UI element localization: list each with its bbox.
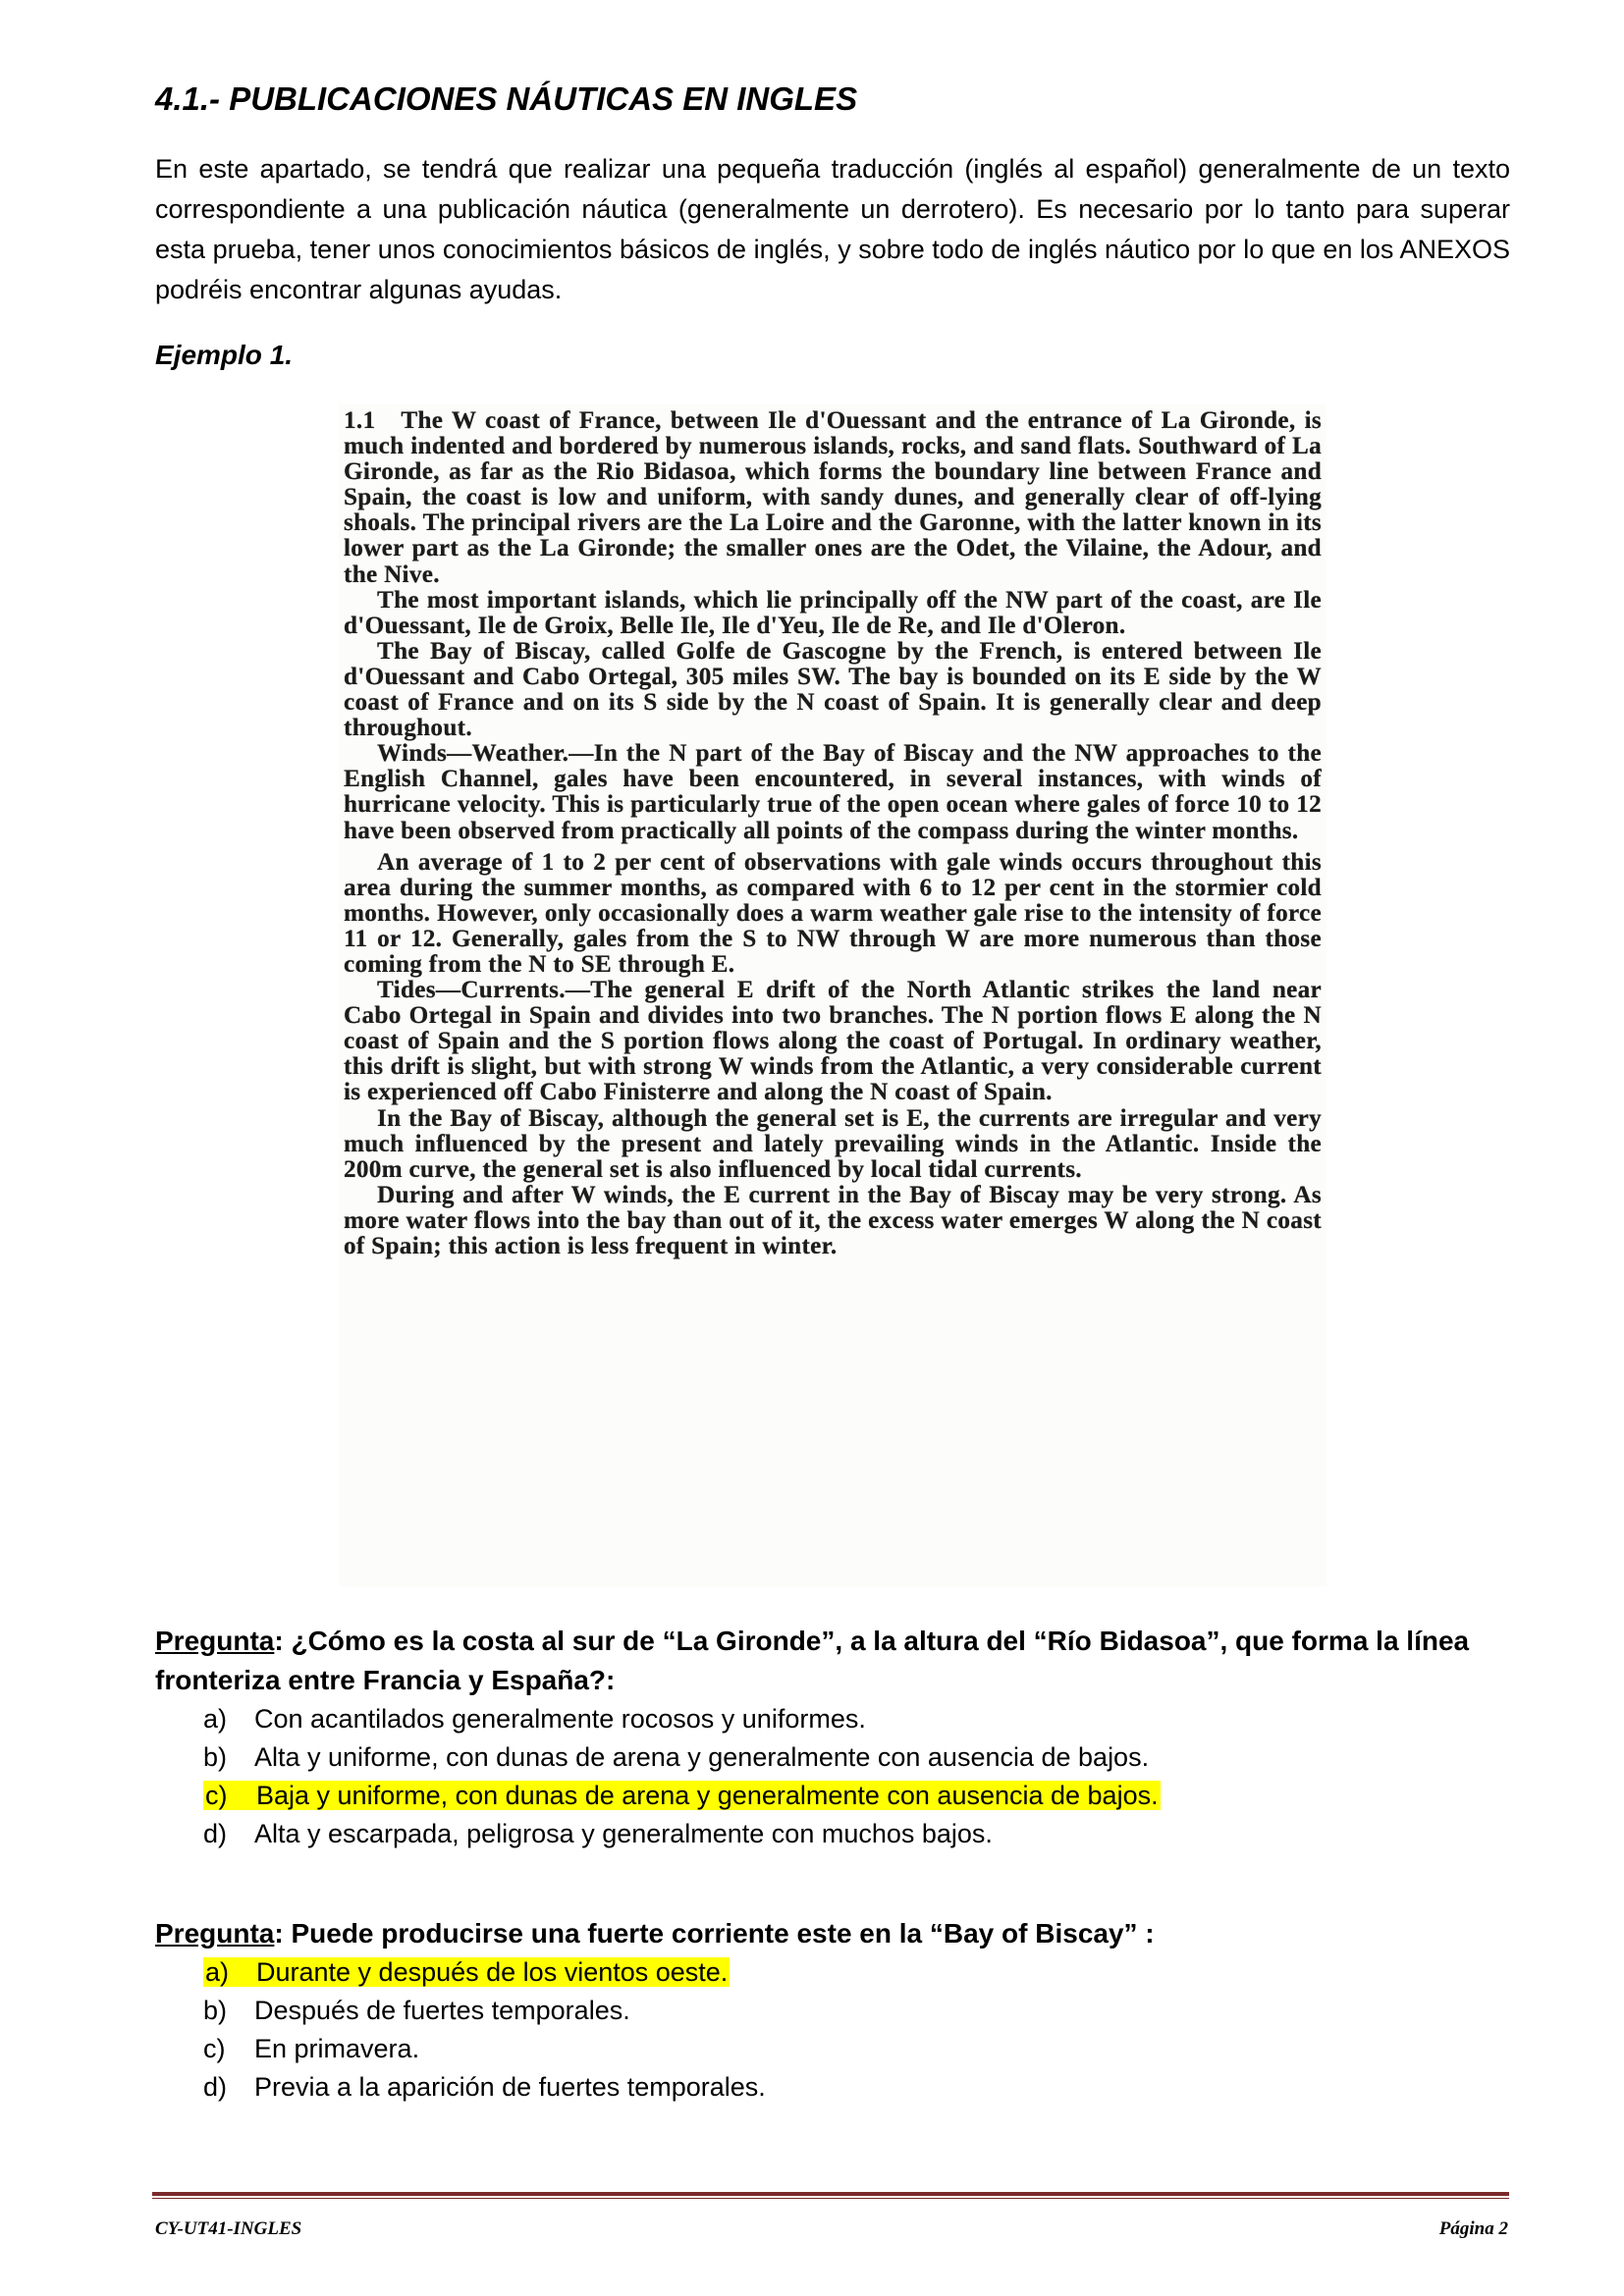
question-1-options: [203, 1700, 1480, 1853]
question-2-option-a-highlighted: a) Durante y después de los vientos oeste.: [205, 1957, 729, 1987]
example-label: Ejemplo 1.: [155, 340, 294, 370]
excerpt-paragraph-2: The most important islands, which lie principally off the NW part of the coast, are Ile d'Ouessant, Ile de Groix, Belle Ile, Ile d'Yeu, Ile de Re, and Ile d'Oleron.: [344, 586, 1322, 639]
question-2-options: [203, 1953, 1480, 2107]
question-2-option-b: b) Después de fuertes temporales.: [203, 1996, 630, 2025]
excerpt-paragraph-4: Winds—Weather.—In the N part of the Bay of Biscay and the NW approaches to the English Channel, gales have been encountered, in several instances, with winds of hurricane velocity. This is particularly true of the open ocean where gales of force 10 to 12 have been observed from practically all points of the compass during the winter months.: [344, 740, 1322, 844]
question-1-text: : ¿Cómo es la costa al sur de “La Gironde”, a la altura del “Río Bidasoa”, que forma la línea fronteriza entre Francia y España?:: [155, 1626, 1470, 1695]
excerpt-section-number: 1.1: [344, 407, 376, 434]
question-1: [155, 1622, 1530, 1700]
scanned-excerpt: [339, 404, 1326, 1586]
footer-doc-code: CY-UT41-INGLES: [155, 2218, 302, 2239]
excerpt-paragraph-1: 1.1 The W coast of France, between Ile d'Ouessant and the entrance of La Gironde, is much indented and bordered by numerous islands, rocks, and sand flats. Southward of La Gironde, as far as the Rio Bidasoa, which forms the boundary line between France and Spain, the coast is low and uniform, with sandy dunes, and generally clear of off-lying shoals. The principal rivers are the La Loire and the Garonne, with the latter known in its lower part as the La Gironde; the smaller ones are the Odet, the Vilaine, the Adour, and the Nive.: [344, 407, 1322, 588]
excerpt-paragraph-3: The Bay of Biscay, called Golfe de Gascogne by the French, is entered between Ile d'Ouessant and Cabo Ortegal, 305 miles SW. The bay is bounded on its E side by the W coast of France and on its S side by the N coast of Spain. It is generally clear and deep throughout.: [344, 637, 1322, 742]
winds-weather-heading: Winds—Weather.: [377, 740, 569, 768]
excerpt-paragraph-8: During and after W winds, the E current in the Bay of Biscay may be very strong. As more water flows into the bay than out of it, the excess water emerges W along the N coast of Spain; this action is less frequent in winter.: [344, 1181, 1322, 1259]
question-2: [155, 1914, 1530, 1953]
section-title: 4.1.- PUBLICACIONES NÁUTICAS EN INGLES: [155, 80, 858, 117]
footer-rule-thin: [152, 2198, 1509, 2199]
question-2-text: : Puede producirse una fuerte corriente este en la “Bay of Biscay” :: [274, 1918, 1155, 1949]
question-1-prefix: Pregunta: [155, 1626, 275, 1656]
question-2-option-d: d) Previa a la aparición de fuertes temporales.: [203, 2072, 766, 2102]
question-1-option-c-highlighted: c) Baja y uniforme, con dunas de arena y generalmente con ausencia de bajos.: [205, 1781, 1159, 1810]
question-2-prefix: Pregunta: [155, 1918, 275, 1949]
excerpt-paragraph-6: Tides—Currents.—The general E drift of the North Atlantic strikes the land near Cabo Ortegal in Spain and divides into two branches. The N portion flows E along the N coast of Spain and the S portion flows along the coast of Portugal. In ordinary weather, this drift is slight, but with strong W winds from the Atlantic, a very considerable current is experienced off Cabo Finisterre and along the N coast of Spain.: [344, 977, 1322, 1106]
question-1-option-a: a) Con acantilados generalmente rocosos y uniformes.: [203, 1704, 866, 1734]
footer-rule: [152, 2192, 1509, 2196]
excerpt-paragraph-7: In the Bay of Biscay, although the general set is E, the currents are irregular and very much influenced by the present and lately prevailing winds in the Atlantic. Inside the 200m curve, the general set is also influenced by local tidal currents.: [344, 1104, 1322, 1183]
question-1-option-b: b) Alta y uniforme, con dunas de arena y generalmente con ausencia de bajos.: [203, 1742, 1150, 1772]
intro-paragraph: En este apartado, se tendrá que realizar una pequeña traducción (inglés al español) generalmente de un texto correspondiente a una publicación náutica (generalmente un derrotero). Es necesario por lo tanto para superar esta prueba, tener unos conocimientos básicos de inglés, y sobre todo de inglés náutico por lo que en los ANEXOS podréis encontrar algunas ayudas.: [155, 154, 1510, 304]
footer-page-number: Página 2: [1438, 2218, 1508, 2239]
tides-currents-heading: Tides—Currents.: [377, 977, 566, 1004]
excerpt-paragraph-5: An average of 1 to 2 per cent of observations with gale winds occurs throughout this area during the summer months, as compared with 6 to 12 per cent in the stormier cold months. However, only occasionally does a warm weather gale rise to the intensity of force 11 or 12. Generally, gales from the S to NW through W are more numerous than those coming from the N to SE through E.: [344, 848, 1322, 978]
question-1-option-d: d) Alta y escarpada, peligrosa y generalmente con muchos bajos.: [203, 1819, 993, 1848]
question-2-option-c: c) En primavera.: [203, 2034, 420, 2063]
